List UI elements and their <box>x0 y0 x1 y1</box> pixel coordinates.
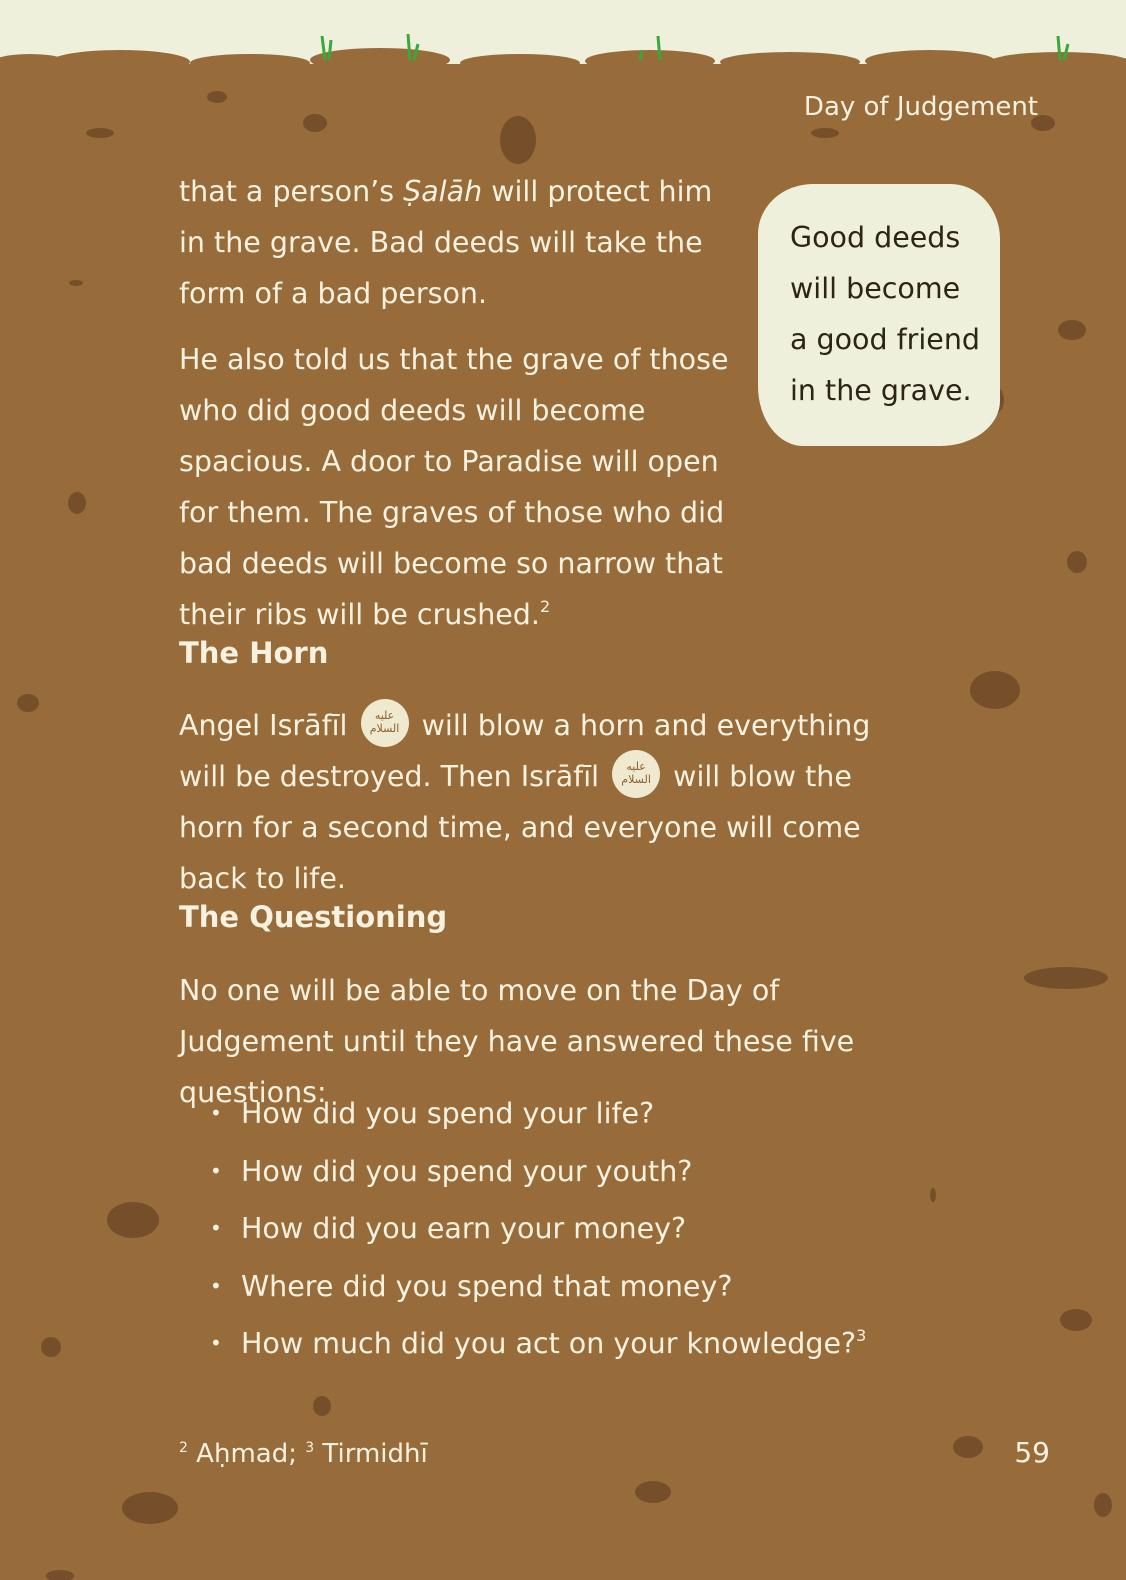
running-head: Day of Judgement <box>803 92 1038 122</box>
list-item <box>210 1315 866 1373</box>
list-item <box>210 1200 866 1258</box>
paragraph-salah-start: that a person’s <box>179 175 404 208</box>
paragraph-horn <box>179 700 909 904</box>
list-item <box>210 1258 866 1316</box>
footnote-ref-2[interactable]: 2 <box>539 597 551 616</box>
page-number: 59 <box>1014 1436 1050 1469</box>
paragraph-grave-text: He also told us that the grave of those who did good deeds will become spacious. A door to Paradise will open for them. The graves of those who did bad deeds will become so narrow that their ribs will be crushed. <box>179 343 729 631</box>
seal-text: عليه <box>626 760 646 773</box>
alayhi-salam-seal-icon <box>361 699 409 747</box>
seal-text: السلام <box>369 722 400 735</box>
paragraph-questioning: No one will be able to move on the Day of Judgement until they have answered these five questions: <box>179 974 855 1109</box>
callout-line: will become <box>790 272 961 305</box>
footnote-text-2: Aḥmad; <box>187 1439 306 1469</box>
heading-horn: The Horn <box>179 636 329 670</box>
paragraph-salah <box>179 166 739 319</box>
salah-term: Ṣalāh <box>403 175 483 208</box>
question-text: How did you spend your life? <box>241 1097 655 1130</box>
callout-bubble <box>758 184 1000 446</box>
footnote-text-3: Tirmidhī <box>314 1439 428 1469</box>
alayhi-salam-seal-icon <box>612 750 660 798</box>
callout-line: a good friend <box>790 323 980 356</box>
seal-text: عليه <box>374 709 395 722</box>
heading-questioning: The Questioning <box>179 900 448 934</box>
soil-mounds <box>0 48 1126 74</box>
callout-line: in the grave. <box>790 374 972 407</box>
callout-line: Good deeds <box>790 221 961 254</box>
question-text: How did you earn your money? <box>241 1212 687 1245</box>
list-item <box>210 1085 866 1143</box>
question-text: How much did you act on your knowledge? <box>241 1327 857 1360</box>
seal-text: السلام <box>621 773 651 786</box>
paragraph-horn-part2: will blow a horn and everything will be destroyed. Then Isrāfīl <box>179 709 871 793</box>
question-text: How did you spend your youth? <box>241 1154 693 1188</box>
paragraph-salah-end: will protect him in the grave. Bad deeds will take the form of a bad person. <box>179 175 713 310</box>
footnote-mark-2: 2 <box>179 1440 188 1456</box>
question-list <box>210 1085 866 1373</box>
paragraph-horn-part3: will blow the horn for a second time, and everyone will come back to life. <box>179 760 861 895</box>
question-text: Where did you spend that money? <box>241 1269 733 1303</box>
paragraph-grave <box>179 334 739 640</box>
footnotes <box>179 1439 428 1469</box>
footnote-ref-3[interactable]: 3 <box>856 1326 867 1345</box>
list-item <box>210 1143 866 1201</box>
footnote-mark-3: 3 <box>305 1440 315 1456</box>
paragraph-horn-part1: Angel Isrāfīl <box>179 709 348 742</box>
